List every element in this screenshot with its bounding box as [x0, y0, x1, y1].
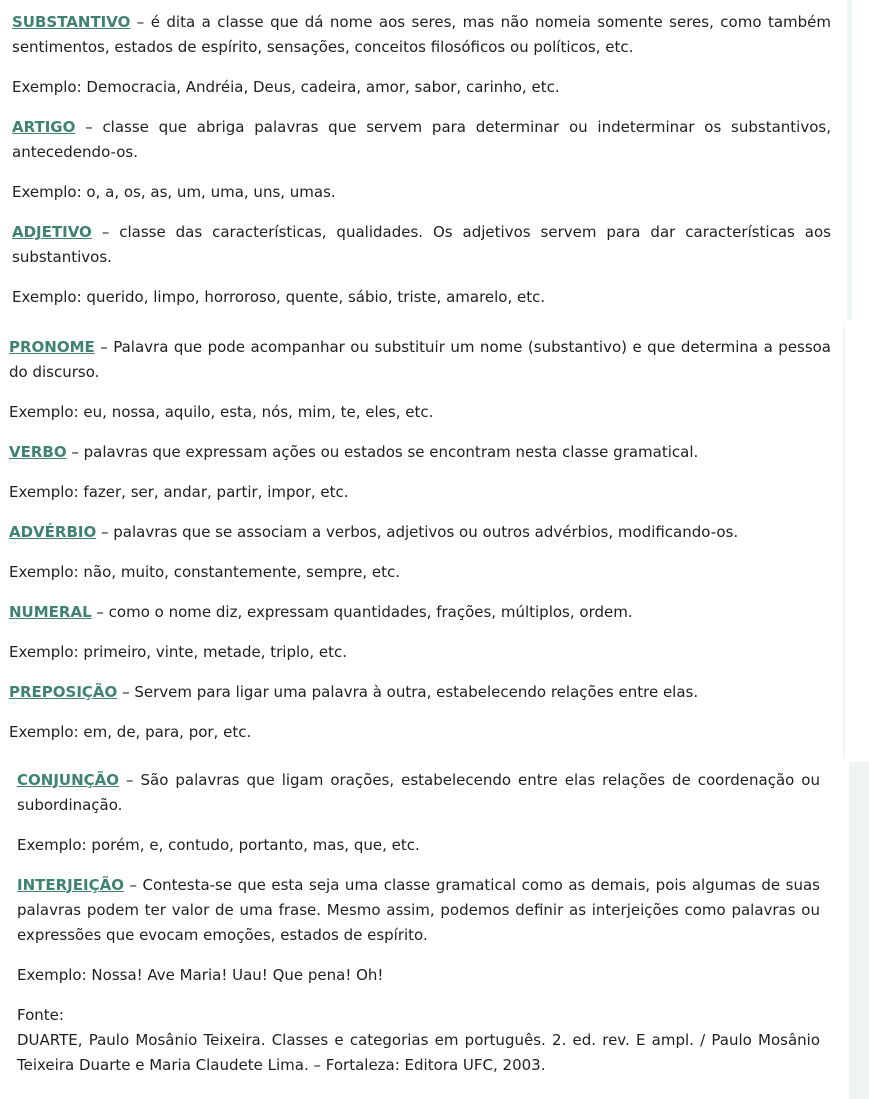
artigo-text: – classe que abriga palavras que servem para determinar ou indeterminar os substantivos, antecedendo-os.	[12, 118, 831, 161]
numeral-definition	[9, 600, 831, 625]
substantivo-example: Exemplo: Democracia, Andréia, Deus, cadeira, amor, sabor, carinho, etc.	[12, 78, 560, 96]
preposicao-definition	[9, 680, 831, 705]
content-block-2	[0, 326, 845, 758]
interjeicao-definition	[17, 873, 820, 948]
term-verbo: VERBO	[9, 443, 67, 461]
conjuncao-definition	[17, 768, 820, 818]
adverbio-example: Exemplo: não, muito, constantemente, sempre, etc.	[9, 563, 401, 581]
term-pronome: PRONOME	[9, 338, 95, 356]
pronome-example: Exemplo: eu, nossa, aquilo, esta, nós, mim, te, eles, etc.	[9, 403, 434, 421]
preposicao-example: Exemplo: em, de, para, por, etc.	[9, 723, 252, 741]
adverbio-text: – palavras que se associam a verbos, adjetivos ou outros advérbios, modificando-os.	[96, 523, 739, 541]
term-adverbio: ADVÉRBIO	[9, 523, 97, 541]
interjeicao-text: – Contesta-se que esta seja uma classe gramatical como as demais, pois algumas de suas palavras podem ter valor de uma frase. Mesmo assim, podemos definir as interjeições como palavras ou expressões que evocam emoções, estados de espírito.	[17, 876, 820, 944]
numeral-text: – como o nome diz, expressam quantidades, frações, múltiplos, ordem.	[91, 603, 633, 621]
term-conjuncao: CONJUNÇÃO	[17, 771, 119, 789]
numeral-example: Exemplo: primeiro, vinte, metade, triplo, etc.	[9, 643, 347, 661]
source-reference: DUARTE, Paulo Mosânio Teixeira. Classes e categorias em português. 2. ed. rev. E ampl. / Paulo Mosânio Teixeira Duarte e Maria Claudete Lima. – Fortaleza: Editora UFC, 2003.	[17, 1031, 820, 1074]
adverbio-definition	[9, 520, 831, 545]
interjeicao-example: Exemplo: Nossa! Ave Maria! Uau! Que pena! Oh!	[17, 966, 384, 984]
substantivo-text: – é dita a classe que dá nome aos seres, mas não nomeia somente seres, como também sentimentos, estados de espírito, sensações, conceitos filosóficos ou políticos, etc.	[12, 13, 831, 56]
adjetivo-definition	[12, 220, 831, 270]
term-numeral: NUMERAL	[9, 603, 92, 621]
adjetivo-text: – classe das características, qualidades. Os adjetivos servem para dar características aos substantivos.	[12, 223, 831, 266]
term-substantivo: SUBSTANTIVO	[12, 13, 131, 31]
artigo-example: Exemplo: o, a, os, as, um, uma, uns, umas.	[12, 183, 336, 201]
content-block-3	[0, 762, 869, 1099]
verbo-text: – palavras que expressam ações ou estados se encontram nesta classe gramatical.	[66, 443, 699, 461]
substantivo-definition	[12, 10, 831, 60]
pronome-text: – Palavra que pode acompanhar ou substituir um nome (substantivo) e que determina a pessoa do discurso.	[9, 338, 831, 381]
term-artigo: ARTIGO	[12, 118, 76, 136]
artigo-definition	[12, 115, 831, 165]
term-preposicao: PREPOSIÇÃO	[9, 683, 118, 701]
adjetivo-example: Exemplo: querido, limpo, horroroso, quente, sábio, triste, amarelo, etc.	[12, 288, 546, 306]
verbo-definition	[9, 440, 831, 465]
conjuncao-example: Exemplo: porém, e, contudo, portanto, mas, que, etc.	[17, 836, 420, 854]
preposicao-text: – Servem para ligar uma palavra à outra, estabelecendo relações entre elas.	[117, 683, 699, 701]
term-adjetivo: ADJETIVO	[12, 223, 92, 241]
verbo-example: Exemplo: fazer, ser, andar, partir, impor, etc.	[9, 483, 349, 501]
conjuncao-text: – São palavras que ligam orações, estabelecendo entre elas relações de coordenação ou subordinação.	[17, 771, 820, 814]
term-interjeicao: INTERJEIÇÃO	[17, 876, 124, 894]
source-label: Fonte:	[17, 1006, 64, 1024]
pronome-definition	[9, 335, 831, 385]
content-block-1	[0, 0, 852, 320]
